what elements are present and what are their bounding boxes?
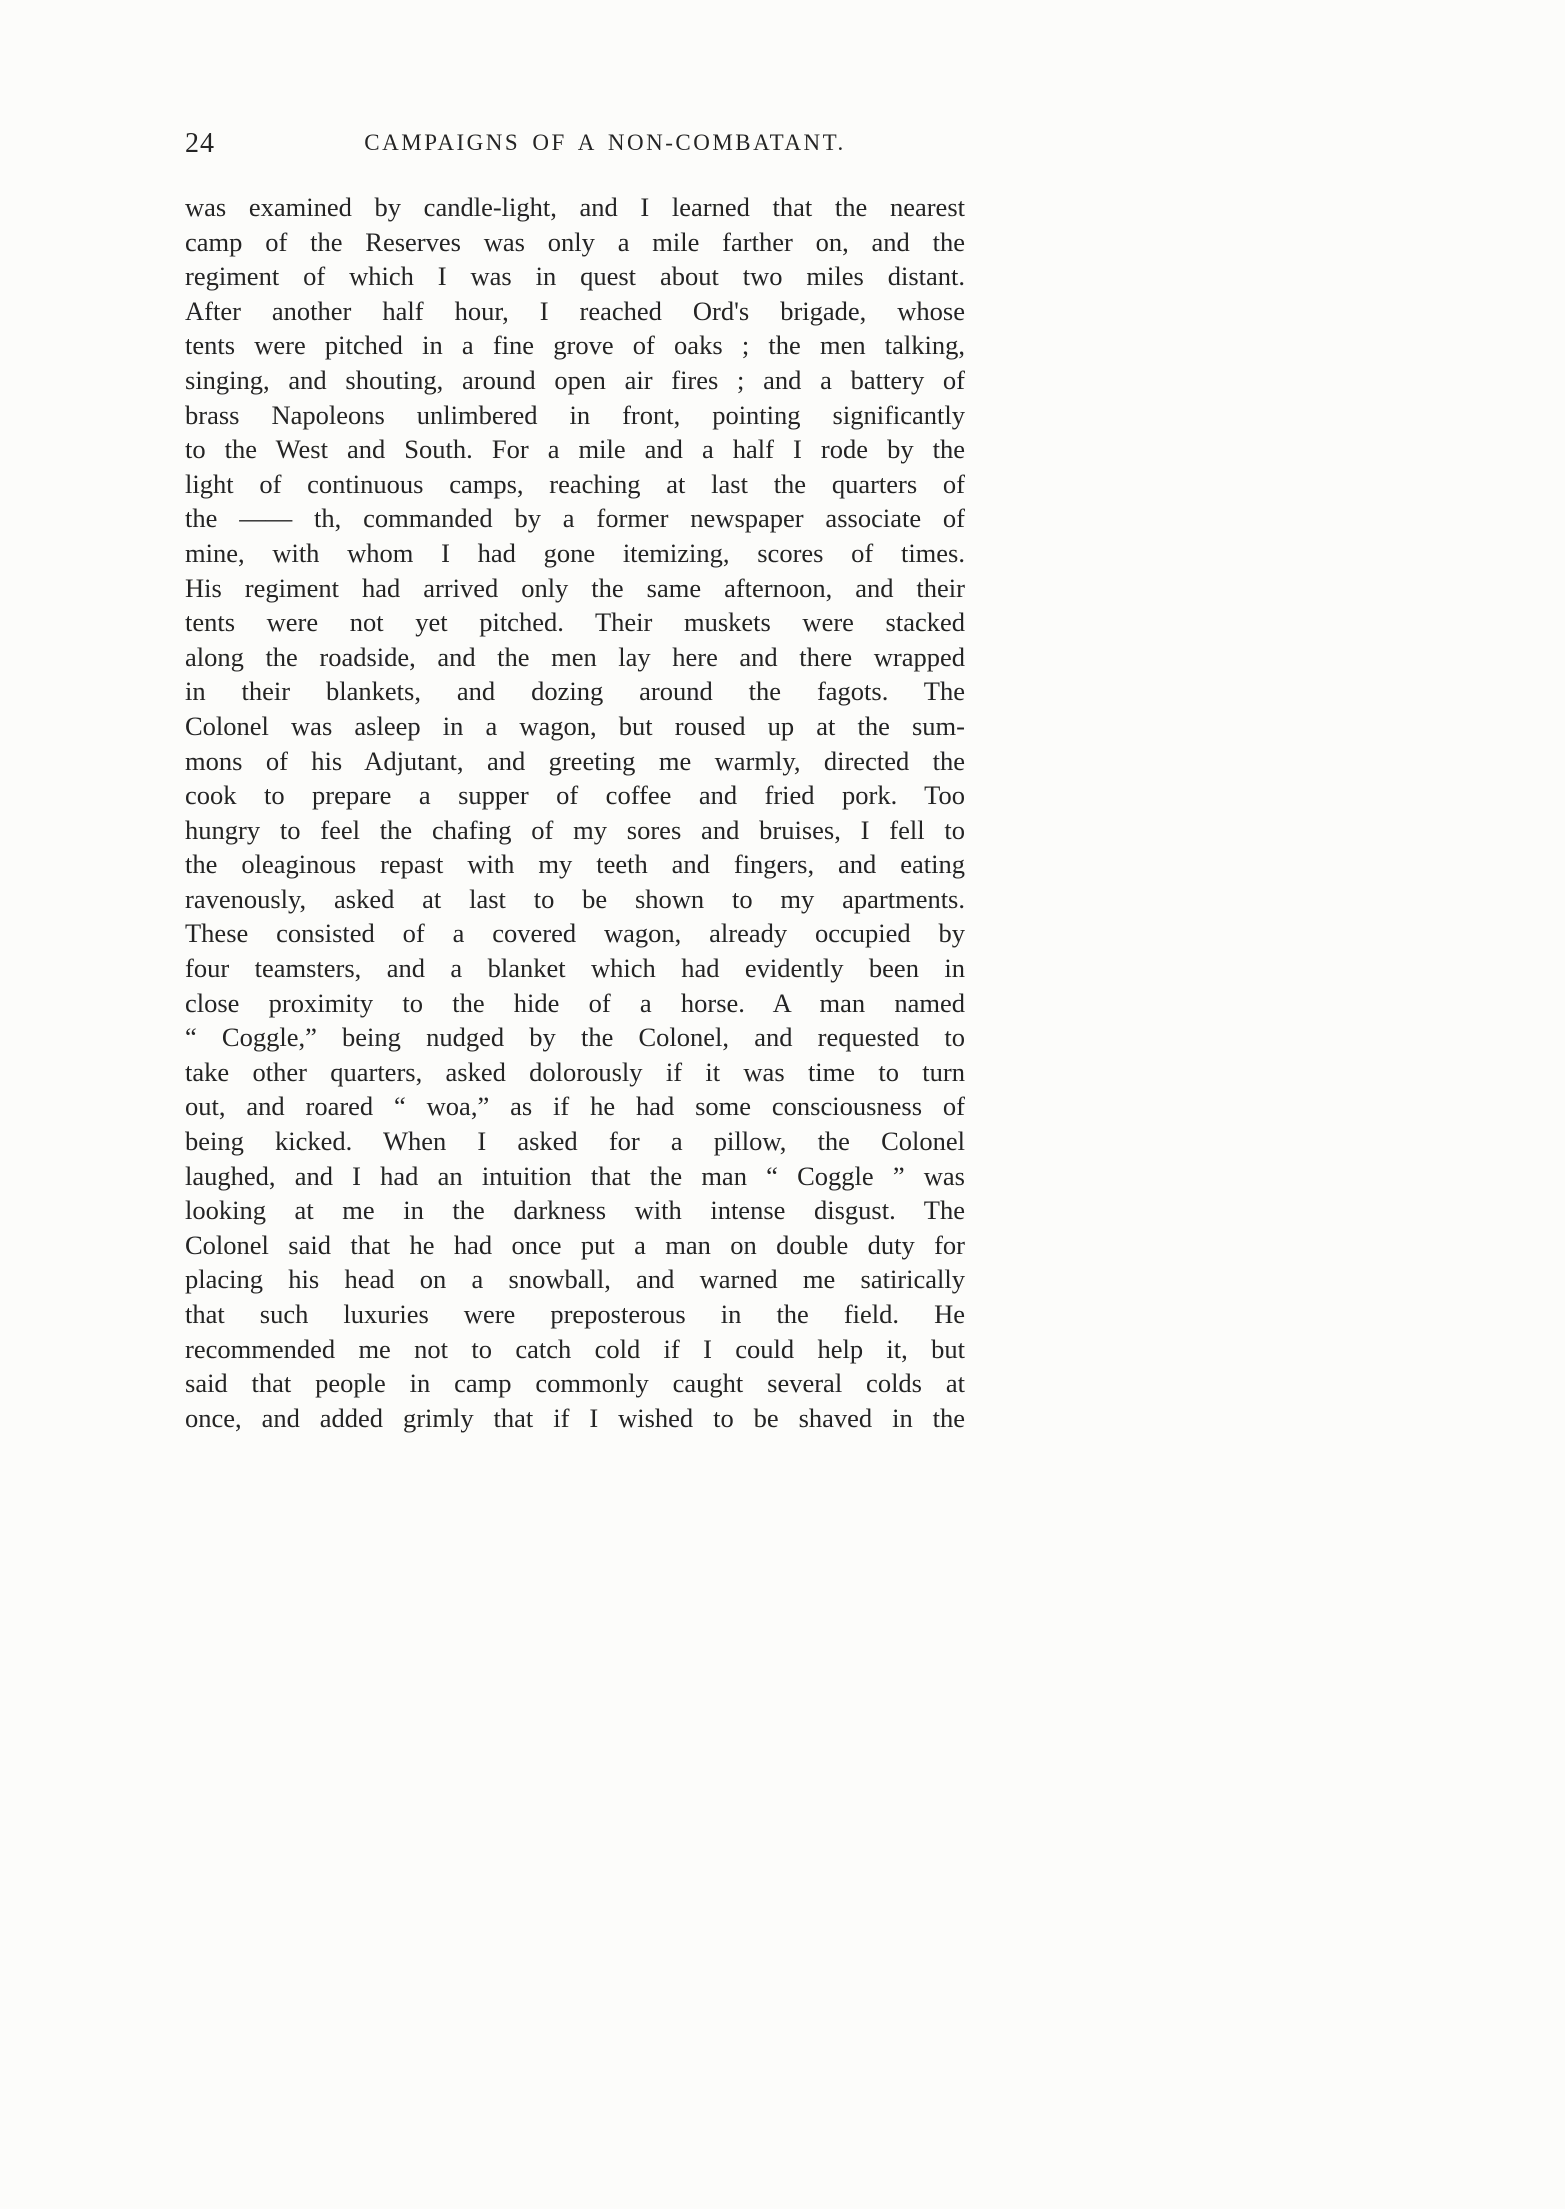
- text-line: hungry to feel the chafing of my sores and bruises, I fell to: [185, 814, 965, 845]
- text-line: brass Napoleons unlimbered in front, pointing significantly: [185, 399, 965, 430]
- text-line: being kicked. When I asked for a pillow, the Colonel: [185, 1126, 965, 1157]
- text-line: Colonel was asleep in a wagon, but roused up at the sum-: [185, 710, 965, 741]
- text-line: looking at me in the darkness with intense disgust. The: [185, 1195, 965, 1226]
- text-line: His regiment had arrived only the same afternoon, and their: [185, 572, 965, 603]
- text-line: to the West and South. For a mile and a half I rode by the: [185, 434, 965, 465]
- text-line: once, and added grimly that if I wished to be shaved in the: [185, 1402, 965, 1433]
- text-line: said that people in camp commonly caught several colds at: [185, 1368, 965, 1399]
- text-line: cook to prepare a supper of coffee and fried pork. Too: [185, 780, 965, 811]
- text-line: “ Coggle,” being nudged by the Colonel, and requested to: [185, 1022, 965, 1053]
- text-line: the —— th, commanded by a former newspaper associate of: [185, 503, 965, 534]
- text-line: mons of his Adjutant, and greeting me warmly, directed the: [185, 745, 965, 776]
- text-line: tents were pitched in a fine grove of oaks ; the men talking,: [185, 330, 965, 361]
- text-line: light of continuous camps, reaching at last the quarters of: [185, 468, 965, 499]
- text-line: was examined by candle-light, and I learned that the nearest: [185, 192, 965, 222]
- text-line: four teamsters, and a blanket which had evidently been in: [185, 953, 965, 984]
- text-line: regiment of which I was in quest about two miles distant.: [185, 261, 965, 292]
- page-number: 24: [185, 128, 215, 159]
- text-line: These consisted of a covered wagon, already occupied by: [185, 918, 965, 949]
- text-line: take other quarters, asked dolorously if it was time to turn: [185, 1056, 965, 1087]
- text-line: out, and roared “ woa,” as if he had some consciousness of: [185, 1091, 965, 1122]
- text-line: singing, and shouting, around open air fires ; and a battery of: [185, 364, 965, 395]
- text-line: After another half hour, I reached Ord's brigade, whose: [185, 295, 965, 326]
- body-text: [185, 190, 965, 1435]
- text-line: in their blankets, and dozing around the fagots. The: [185, 676, 965, 707]
- text-line: tents were not yet pitched. Their muskets were stacked: [185, 607, 965, 638]
- text-line: recommended me not to catch cold if I could help it, but: [185, 1333, 965, 1364]
- text-line: ravenously, asked at last to be shown to my apartments.: [185, 883, 965, 914]
- running-header: CAMPAIGNS OF A NON-COMBATANT.: [364, 130, 846, 155]
- text-line: that such luxuries were preposterous in the field. He: [185, 1299, 965, 1329]
- text-line: the oleaginous repast with my teeth and fingers, and eating: [185, 849, 965, 880]
- text-line: Colonel said that he had once put a man on double duty for: [185, 1229, 965, 1260]
- page-header: [185, 126, 965, 160]
- text-line: placing his head on a snowball, and warned me satirically: [185, 1264, 965, 1295]
- text-line: camp of the Reserves was only a mile farther on, and the: [185, 226, 965, 257]
- text-line: mine, with whom I had gone itemizing, scores of times.: [185, 537, 965, 568]
- text-line: along the roadside, and the men lay here and there wrapped: [185, 641, 965, 672]
- text-line: laughed, and I had an intuition that the man “ Coggle ” was: [185, 1160, 965, 1191]
- text-line: close proximity to the hide of a horse. A man named: [185, 987, 965, 1018]
